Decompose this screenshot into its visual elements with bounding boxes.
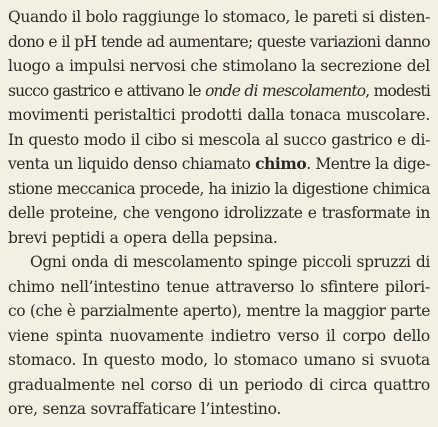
text-line: Quando il bolo raggiunge lo stomaco, le pareti si disten- (8, 8, 430, 26)
text-line: movimenti peristaltici prodotti dalla tonaca muscolare. (8, 106, 430, 124)
term-onde-di-mescolamento: onde di mescolamento (205, 81, 366, 100)
text-line: stomaco. In questo modo, lo stomaco umano si svuota (8, 351, 430, 369)
paragraph-1 (8, 5, 430, 250)
text-line: gradualmente nel corso di un periodo di circa quattro (8, 375, 430, 394)
textbook-page (8, 5, 430, 422)
text-line: ore, senza sovraffaticare l’intestino. (8, 400, 282, 418)
text-line: delle proteine, che vengono idrolizzate e trasformate in (8, 204, 430, 222)
text-line: brevi peptidi a opera della pepsina. (8, 228, 278, 247)
text-line: dono e il pH tende ad aumentare; queste variazioni danno (8, 32, 430, 51)
text-line: venta un liquido denso chiamato chimo. Mentre la dige- (8, 154, 430, 173)
text-line: co (che è parzialmente aperto), mentre la maggior parte (8, 302, 430, 320)
paragraph-2 (8, 250, 430, 422)
text-line: succo gastrico e attivano le onde di mescolamento, modesti (8, 81, 430, 100)
text-line: Ogni onda di mescolamento spinge piccoli spruzzi di (30, 253, 430, 271)
term-chimo: chimo (255, 154, 307, 173)
text-line: chimo nell’intestino tenue attraverso lo sfintere pilori- (8, 277, 430, 296)
text-line: In questo modo il cibo si mescola al succo gastrico e di- (8, 130, 430, 149)
text-line: stione meccanica procede, ha inizio la digestione chimica (8, 179, 430, 198)
text-line: viene spinta nuovamente indietro verso il corpo dello (8, 326, 430, 345)
text-line: luogo a impulsi nervosi che stimolano la secrezione del (8, 57, 430, 75)
